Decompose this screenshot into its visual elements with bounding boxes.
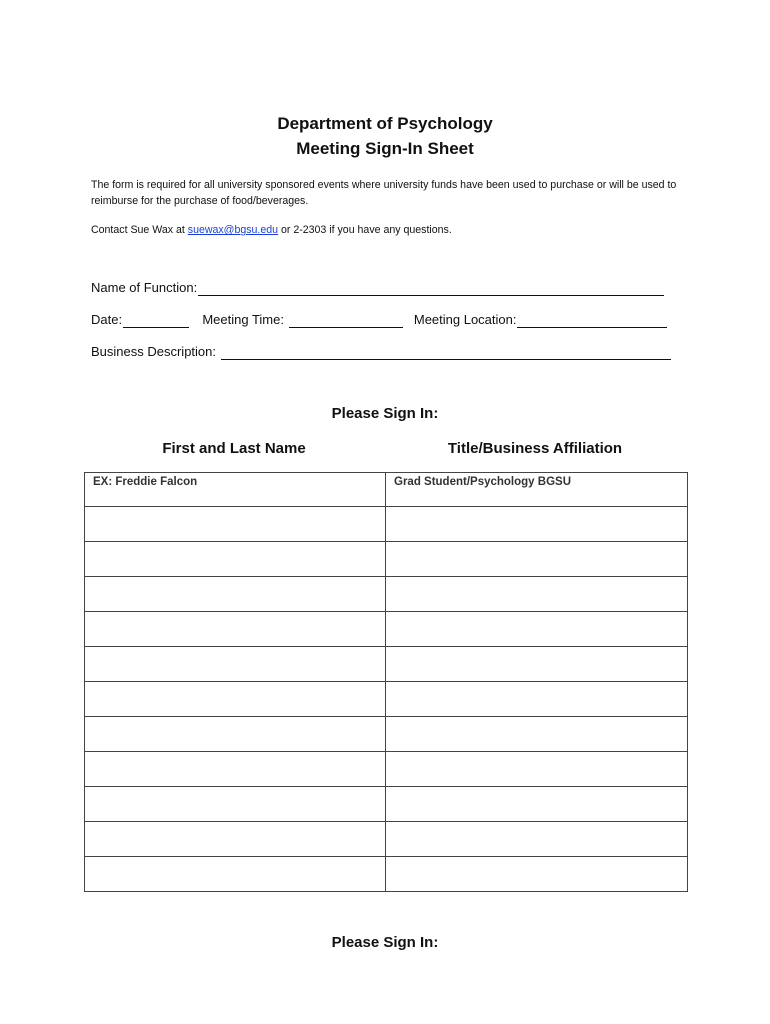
- name-of-function-row: [91, 280, 681, 296]
- signin-name-cell[interactable]: [85, 822, 386, 857]
- meeting-location-label: Meeting Location:: [413, 312, 517, 327]
- signin-name-cell[interactable]: [85, 507, 386, 542]
- contact-suffix: or 2-2303 if you have any questions.: [278, 224, 452, 236]
- sign-in-table: [84, 472, 688, 892]
- signin-name-cell[interactable]: [85, 647, 386, 682]
- signin-row: [85, 612, 688, 647]
- business-description-row: [91, 344, 681, 360]
- signin-affiliation-cell[interactable]: [386, 647, 688, 682]
- business-description-line[interactable]: [221, 345, 671, 360]
- signin-row: [85, 717, 688, 752]
- signin-name-cell[interactable]: [85, 787, 386, 822]
- signin-row: [85, 787, 688, 822]
- meeting-location-line[interactable]: [517, 313, 667, 328]
- business-description-label: Business Description:: [91, 344, 216, 359]
- contact-prefix: Contact Sue Wax at: [91, 224, 188, 236]
- signin-name-cell[interactable]: [85, 612, 386, 647]
- date-label: Date:: [91, 312, 123, 327]
- example-row: [85, 473, 688, 507]
- intro-paragraph: The form is required for all university sponsored events where university funds have been used to purchase or will be used to reimburse for the purchase of food/beverages.: [91, 179, 677, 207]
- contact-line: [91, 222, 691, 238]
- date-time-location-row: [91, 312, 681, 328]
- affiliation-column-header: Title/Business Affiliation: [447, 440, 623, 457]
- name-column-header: First and Last Name: [162, 440, 306, 457]
- signin-name-cell[interactable]: [85, 717, 386, 752]
- example-affiliation-cell: Grad Student/Psychology BGSU: [386, 473, 688, 507]
- signin-name-cell[interactable]: [85, 542, 386, 577]
- sheet-title: Meeting Sign-In Sheet: [296, 139, 474, 158]
- name-of-function-line[interactable]: [198, 281, 664, 296]
- department-title: Department of Psychology: [277, 114, 493, 133]
- name-of-function-label: Name of Function:: [91, 280, 198, 295]
- signin-row: [85, 647, 688, 682]
- signin-affiliation-cell[interactable]: [386, 507, 688, 542]
- signin-affiliation-cell[interactable]: [386, 612, 688, 647]
- signin-affiliation-cell[interactable]: [386, 787, 688, 822]
- signin-affiliation-cell[interactable]: [386, 577, 688, 612]
- signin-row: [85, 822, 688, 857]
- signin-name-cell[interactable]: [85, 857, 386, 892]
- signin-row: [85, 857, 688, 892]
- date-line[interactable]: [123, 313, 189, 328]
- meeting-time-line[interactable]: [289, 313, 403, 328]
- meeting-time-label: Meeting Time:: [202, 312, 284, 327]
- signin-affiliation-cell[interactable]: [386, 822, 688, 857]
- signin-name-cell[interactable]: [85, 577, 386, 612]
- signin-affiliation-cell[interactable]: [386, 717, 688, 752]
- signin-affiliation-cell[interactable]: [386, 752, 688, 787]
- signin-affiliation-cell[interactable]: [386, 682, 688, 717]
- signin-name-cell[interactable]: [85, 752, 386, 787]
- signin-affiliation-cell[interactable]: [386, 542, 688, 577]
- example-name-cell: EX: Freddie Falcon: [85, 473, 386, 507]
- signin-row: [85, 507, 688, 542]
- signin-row: [85, 752, 688, 787]
- signin-row: [85, 542, 688, 577]
- contact-email-link[interactable]: suewax@bgsu.edu: [187, 224, 279, 236]
- sign-in-footer-heading: Please Sign In:: [331, 934, 439, 951]
- signin-row: [85, 577, 688, 612]
- signin-row: [85, 682, 688, 717]
- signin-affiliation-cell[interactable]: [386, 857, 688, 892]
- sign-in-heading: Please Sign In:: [331, 405, 439, 422]
- signin-name-cell[interactable]: [85, 682, 386, 717]
